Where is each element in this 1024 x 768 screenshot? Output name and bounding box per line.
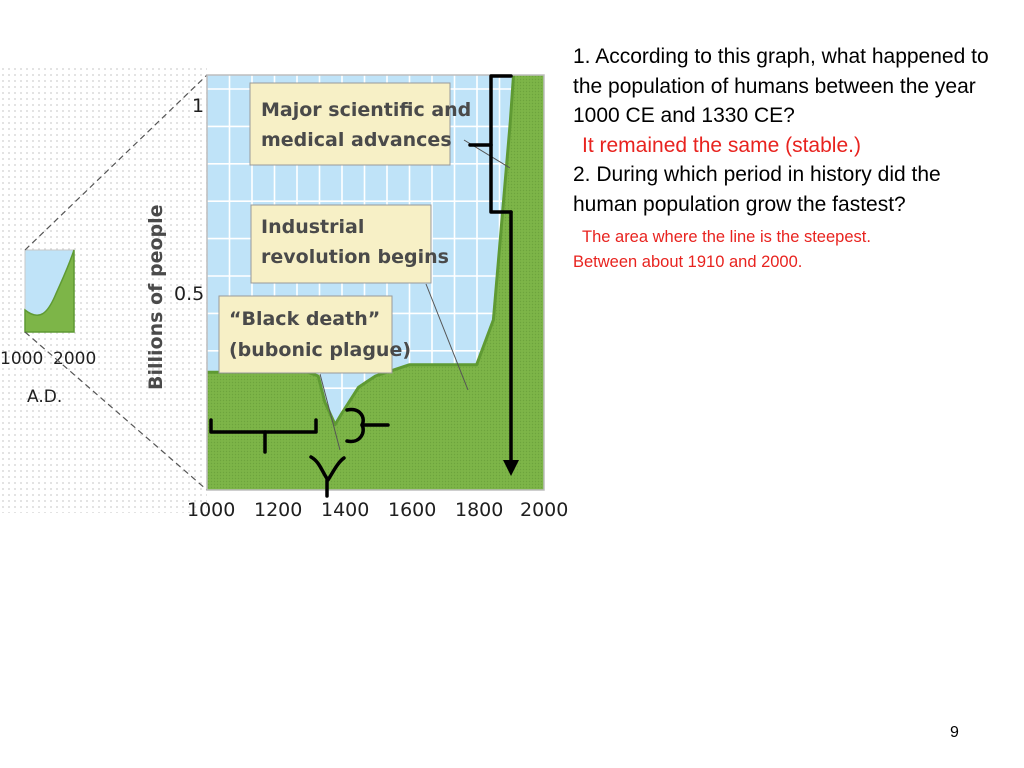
x-tick-2000: 2000 [520,499,569,521]
annotation-blackdeath-line2: (bubonic plague) [229,339,412,361]
inset-label: A.D. [27,387,63,407]
x-tick-1600: 1600 [388,499,437,521]
question-2: 2. During which period in history did the human population grow the fastest? [573,163,941,216]
page-number: 9 [950,724,959,741]
inset-tick-1000: 1000 [0,349,44,369]
annotation-industrial-line2: revolution begins [261,246,449,268]
question-1: 1. According to this graph, what happened to the population of humans between the year 1000 CE and 1330 CE? [573,45,989,127]
x-tick-1400: 1400 [321,499,370,521]
answer-2 [573,225,993,275]
answer-1: It remained the same (stable.) [582,133,861,157]
x-tick-1800: 1800 [455,499,504,521]
x-axis-ticks [187,499,568,521]
annotation-scientific [250,83,471,165]
annotation-blackdeath-line1: “Black death” [229,308,381,330]
annotation-industrial [251,205,449,283]
annotation-industrial-line1: Industrial [261,216,365,238]
answer-2-line2: Between about 1910 and 2000. [573,253,803,271]
y-tick-1: 1 [192,95,205,117]
y-tick-0-5: 0.5 [174,283,205,305]
annotation-blackdeath [219,296,411,373]
question-panel [573,42,993,275]
answer-2-line1: The area where the line is the steepest. [582,228,871,246]
x-tick-1000: 1000 [187,499,236,521]
annotation-scientific-line2: medical advances [261,129,452,151]
annotation-scientific-line1: Major scientific and [261,99,472,121]
inset-tick-2000: 2000 [53,349,97,369]
population-graph-figure [0,0,570,530]
x-tick-1200: 1200 [254,499,303,521]
y-axis-label: Billions of people [145,204,167,390]
